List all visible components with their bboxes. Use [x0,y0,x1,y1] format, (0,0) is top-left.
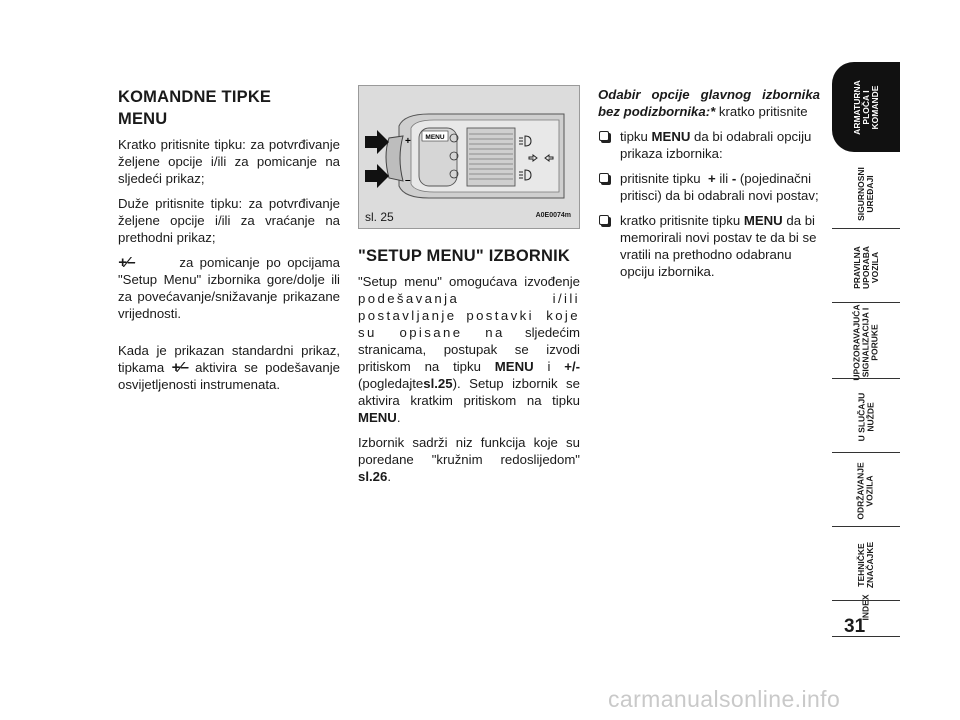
setup-menu-heading: "SETUP MENU" IZBORNIK [358,247,571,265]
figure-code: A0E0074m [535,212,571,219]
text-b: da bi odabrali opciju prikaza izbornika: [620,129,812,161]
list-item [598,170,820,204]
tab-sigurnosni-uredaji[interactable] [832,160,900,228]
paragraph-long-press: Duže pritisnite tipku: za potvrđivanje željene opcije i/ili za vraćanje na prethodni prikaz; [118,196,340,245]
brightness-text-a: Kada je prikazan standardni prikaz, tipkama [118,343,340,375]
setup-menu-paragraph-1 [358,273,580,426]
steps-list [598,128,820,280]
text-c: postavki koje su opisane na [358,308,580,340]
tab-upozoravajuca-signalizacija[interactable] [832,303,900,381]
heading-line-2: MENU [118,110,168,128]
plus-minus-bold: +/- [564,359,581,374]
paragraph-short-press: Kratko pritisnite tipku: za potvrđivanje željene opcije i/ili za pomicanje na sljedeći prikaz; [118,137,340,186]
figure-25 [358,85,580,229]
plus-bold: + [707,171,716,186]
plus-minus-symbol-inline: +⁄– [171,359,188,376]
paragraph-brightness [118,342,340,393]
tab-divider [832,636,900,637]
figure-caption: sl. 25 [365,210,394,224]
minus-mark: – [405,175,411,186]
tab-label: PRAVILNA UPORABA VOZILA [851,245,880,289]
text-c: (pojedinačni pritisci) da bi odabrali novi postav; [620,171,819,203]
chapter-tabs [832,52,902,637]
watermark: carmanualsonline.info [608,686,841,712]
pointer-arrows [365,130,389,188]
tab-label: ARMATURNA PLOČA I KOMANDE [851,79,880,135]
text-a: pritisnite tipku [620,171,701,186]
tab-armaturna-ploca[interactable] [832,62,900,152]
text-d: sljedećim stranicama, postupak se izvodi pritiskom na tipku [358,325,580,374]
text-h: . [396,410,401,425]
text-b: podešavanja i/ili postavljanje [358,291,580,323]
text-f: (pogledajte [358,376,424,391]
text-b: ili [719,171,729,186]
tab-label: SIGURNOSNI UREĐAJI [856,167,875,221]
menu-bold-2: MENU [358,410,397,425]
main-menu-intro [598,86,820,120]
setup-menu-paragraph-2 [358,434,580,485]
list-item [598,128,820,162]
intro-rest: kratko pritisnite [718,104,808,119]
tab-label: UPOZORAVAJUĆA SIGNALIZACIJA I PORUKE [851,303,880,381]
paragraph-plus-minus [118,254,340,322]
menu-bold: MENU [743,213,783,228]
tab-pravilna-uporaba[interactable] [832,232,900,302]
text-e: i [547,359,551,374]
tab-label: ODRŽAVANJE VOZILA [856,462,875,520]
menu-bold: MENU [494,359,534,374]
brightness-text-b: aktivira se podešavanje osvijetljenosti instrumenata. [118,360,340,392]
page-number: 31 [844,616,866,637]
text-a: tipku [620,129,648,144]
tab-u-slucaju-nuzde[interactable] [832,382,900,452]
text-a: "Setup menu" omogućava izvođenje [358,274,580,289]
menu-bold: MENU [651,129,691,144]
text-a: Izbornik sadrži niz funkcija koje su poredane "kružnim redoslijedom" [358,435,580,467]
plus-minus-text: za pomicanje po opcijama "Setup Menu" izbornika gore/dolje ili za povećavanje/snižavanje prikazane vrijednosti. [118,255,340,321]
menu-label: MENU [425,134,445,141]
intro-bold: Odabir opcije glavnog izbornika bez podizbornika:* [598,87,820,119]
column-1 [118,86,340,401]
text-g: ). Setup izbornik se aktivira kratkim pritiskom na tipku [358,376,580,408]
text-b: . [387,469,392,484]
column-2 [358,86,580,493]
tab-divider [832,378,900,379]
tab-divider [832,526,900,527]
tab-label: INDEX [860,594,871,620]
column-3 [598,86,820,288]
plus-minus-symbol: +⁄– [118,254,135,271]
list-item [598,212,820,280]
figure-ref-26: sl.26 [358,469,388,484]
tab-index[interactable] [832,572,900,642]
minus-bold: - [731,171,737,186]
tab-odrzavanje-vozila[interactable] [832,456,900,526]
text-a: kratko pritisnite tipku [620,213,741,228]
plus-mark: + [405,136,411,147]
tab-divider [832,452,900,453]
section-heading [118,86,340,130]
tab-label: TEHNIČKE ZNAČAJKE [856,541,875,589]
tab-label: U SLUČAJU NUŽDE [856,392,875,442]
tab-divider [832,228,900,229]
text-b: da bi memorirali novi postav te da bi se vratili na prethodno odabranu opciju izbornika. [620,213,817,279]
tab-divider [832,302,900,303]
figure-ref: sl.25 [423,376,453,391]
heading-line-1: KOMANDNE TIPKE [118,88,272,106]
